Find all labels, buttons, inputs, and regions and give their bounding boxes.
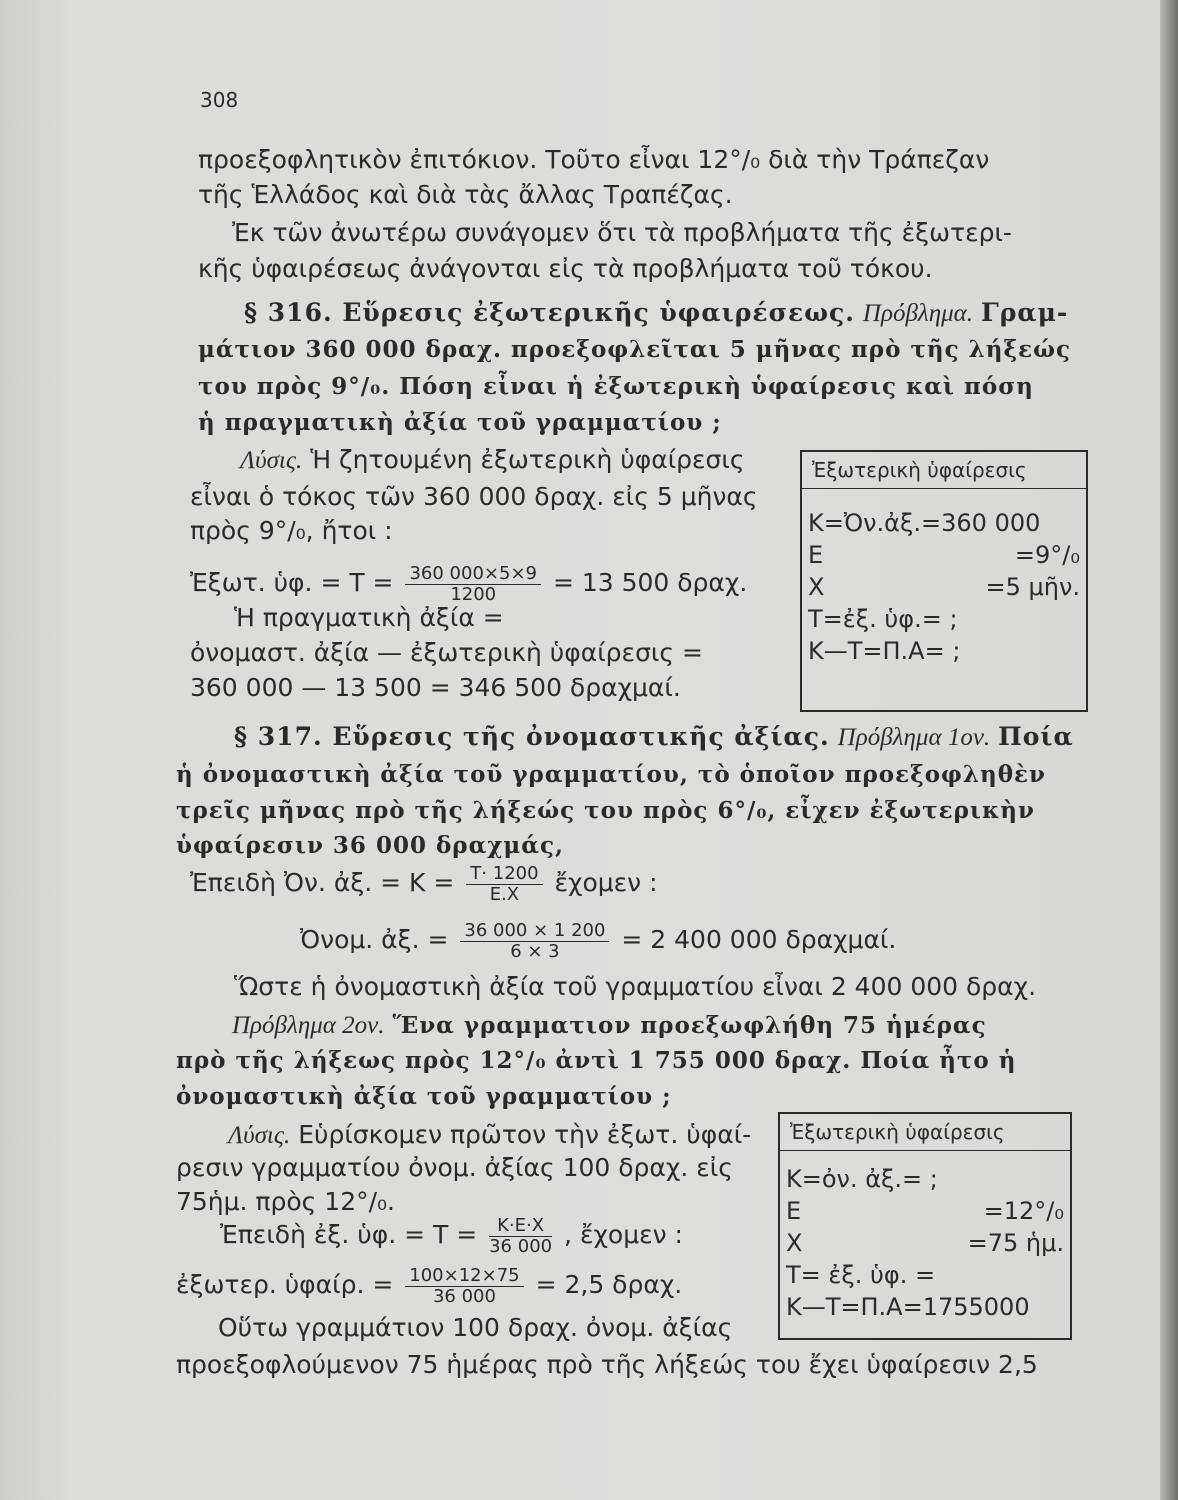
intro-line-1: προεξοφλητικὸν ἐπιτόκιον. Τοῦτο εἶναι 12°/₀ διὰ τὴν Τράπεζαν <box>198 145 990 174</box>
equation-4-denominator: 36 000 <box>489 1235 553 1257</box>
summary-box-title: Ἐξωτερικὴ ὑφαίρεσις <box>802 452 1086 489</box>
box-row: Ε =9°/₀ <box>808 541 1080 569</box>
real-value-line-1: Ἡ πραγματικὴ ἀξία = <box>234 603 504 632</box>
equation-3-denominator: 6 × 3 <box>510 940 560 962</box>
equation-5-right: = 2,5 δραχ. <box>535 1270 683 1299</box>
equation-1-fraction <box>405 564 541 605</box>
equation-3-right: = 2 400 000 δραχμαί. <box>621 925 897 954</box>
solution-2-text: Εὑρίσκομεν πρῶτον τὴν ἐξωτ. ὑφαί- <box>298 1120 752 1149</box>
equation-1-denominator: 1200 <box>450 583 497 605</box>
equation-2-denominator: Ε.Χ <box>489 883 520 905</box>
equation-4-left: Ἐπειδὴ ἐξ. ὑφ. = Τ = <box>220 1220 478 1249</box>
real-value-line-3: 360 000 — 13 500 = 346 500 δραχμαί. <box>190 673 681 702</box>
equation-4-right: , ἔχομεν : <box>564 1220 683 1249</box>
solution-316-line-2: εἶναι ὁ τόκος τῶν 360 000 δραχ. εἰς 5 μῆνας <box>190 482 758 511</box>
summary-box-316 <box>800 450 1088 712</box>
box-row: Χ =5 μῆν. <box>808 573 1080 601</box>
section-316-title: § 316. Εὕρεσις ἐξωτερικῆς ὑφαιρέσεως. <box>244 298 855 327</box>
solution-label: Λύσις. <box>240 447 303 474</box>
equation-1-right: = 13 500 δραχ. <box>552 568 748 597</box>
equation-1-left: Ἐξωτ. ὑφ. = Τ = <box>190 568 394 597</box>
equation-2-numerator: Τ· 1200 <box>466 864 542 885</box>
solution-text: Ἡ ζητουμένη ἐξωτερικὴ ὑφαίρεσις <box>310 445 745 474</box>
equation-3-left: Ὀνομ. ἀξ. = <box>300 925 449 954</box>
page-edge-shadow <box>1160 0 1178 1500</box>
problem-2-line-3: ὀνομαστικὴ ἀξία τοῦ γραμματίου ; <box>176 1083 672 1110</box>
equation-2-left: Ἐπειδὴ Ὀν. ἀξ. = Κ = <box>190 868 455 897</box>
real-value-line-2: ὀνομαστ. ἀξία — ἐξωτερικὴ ὑφαίρεσις = <box>190 638 703 667</box>
solution-2-line-3: 75ἡμ. πρὸς 12°/₀. <box>176 1187 395 1216</box>
equation-2-right: ἔχομεν : <box>554 868 658 897</box>
problem-317-line-2: τρεῖς μῆνας πρὸ τῆς λήξεώς του πρὸς 6°/₀, εἶχεν ἐξωτερικὴν <box>176 797 1035 824</box>
problem-317-line-3: ὑφαίρεσιν 36 000 δραχμάς, <box>176 832 564 859</box>
problem-1-label: Πρόβλημα 1ον. <box>837 724 991 751</box>
equation-2 <box>190 858 658 908</box>
problem-317-line-1: ἡ ὀνομαστικὴ ἀξία τοῦ γραμματίου, τὸ ὁποῖον προεξοφληθὲν <box>176 761 1046 788</box>
equation-3-numerator: 36 000 × 1 200 <box>460 921 609 942</box>
equation-1 <box>190 558 747 608</box>
summary-box-2 <box>778 1112 1072 1340</box>
intro-line-4: κῆς ὑφαιρέσεως ἀνάγονται εἰς τὰ προβλήματα τοῦ τόκου. <box>198 254 933 283</box>
final-line-2: προεξοφλούμενον 75 ἡμέρας πρὸ τῆς λήξεώς του ἔχει ὑφαίρεσιν 2,5 <box>176 1350 1038 1379</box>
intro-line-2: τῆς Ἑλλάδος καὶ διὰ τὰς ἄλλας Τραπέζας. <box>198 180 733 209</box>
equation-3 <box>300 915 896 965</box>
section-316-heading <box>244 298 1068 329</box>
solution-2-label: Λύσις. <box>228 1122 291 1149</box>
solution-2-line-1 <box>228 1120 751 1151</box>
equation-5-numerator: 100×12×75 <box>405 1266 523 1287</box>
solution-316-line-1 <box>240 445 745 476</box>
box-row: Κ=ὀν. ἀξ.= ; <box>786 1165 938 1193</box>
conclusion-317: Ὥστε ἡ ὀνομαστικὴ ἀξία τοῦ γραμματίου εἶναι 2 400 000 δραχ. <box>234 972 1037 1001</box>
section-317-heading <box>234 722 1074 753</box>
box-row: Χ =75 ἡμ. <box>786 1229 1064 1257</box>
problem-316-line-2: του πρὸς 9°/₀. Πόση εἶναι ἡ ἐξωτερικὴ ὑφαίρεσις καὶ πόση <box>198 373 1034 400</box>
problem-label: Πρόβλημα. <box>862 300 974 327</box>
page-number: 308 <box>200 88 239 112</box>
section-317-title: § 317. Εὕρεσις τῆς ὀνομαστικῆς ἀξίας. <box>234 722 830 751</box>
box-row: Ε =12°/₀ <box>786 1197 1064 1225</box>
problem-316-line-1: μάτιον 360 000 δραχ. προεξοφλεῖται 5 μῆνας πρὸ τῆς λήξεώς <box>198 336 1072 363</box>
problem-text-start: Γραμ- <box>981 298 1069 327</box>
problem-1-text-start: Ποία <box>998 722 1074 751</box>
solution-316-line-3: πρὸς 9°/₀, ἤτοι : <box>190 516 393 545</box>
equation-5-left: ἐξωτερ. ὑφαίρ. = <box>176 1270 394 1299</box>
equation-2-fraction <box>466 864 542 905</box>
box-row: Κ=Ὀν.ἀξ.=360 000 <box>808 509 1041 537</box>
problem-2-label: Πρόβλημα 2ον. <box>232 1012 385 1039</box>
box-row: Τ=ἐξ. ὑφ.= ; <box>808 605 958 633</box>
solution-2-line-2: ρεσιν γραμματίου ὀνομ. ἀξίας 100 δραχ. εἰς <box>176 1153 733 1182</box>
equation-4-fraction <box>489 1216 552 1257</box>
equation-4-numerator: Κ·Ε·Χ <box>489 1216 552 1237</box>
problem-2-line-2: πρὸ τῆς λήξεως πρὸς 12°/₀ ἀντὶ 1 755 000 δραχ. Ποία ἦτο ἡ <box>176 1047 1017 1074</box>
equation-5 <box>176 1260 682 1310</box>
equation-3-fraction <box>460 921 609 962</box>
problem-2-line-1: Ἕνα γραμματιον προεξωφλήθη 75 ἡμέρας <box>392 1012 987 1039</box>
box-row: Τ= ἐξ. ὑφ. = <box>786 1261 936 1289</box>
intro-line-3: Ἐκ τῶν ἀνωτέρω συνάγομεν ὅτι τὰ προβλήματα τῆς ἐξωτερι- <box>232 218 1012 247</box>
final-line-1: Οὕτω γραμμάτιον 100 δραχ. ὀνομ. ἀξίας <box>218 1313 733 1342</box>
problem-316-line-3: ἡ πραγματικὴ ἀξία τοῦ γραμματίου ; <box>198 409 722 436</box>
box-row: Κ—Τ=Π.Α= ; <box>808 637 961 665</box>
equation-4 <box>220 1210 683 1260</box>
equation-1-numerator: 360 000×5×9 <box>405 564 541 585</box>
box-row: Κ—Τ=Π.Α=1755000 <box>786 1293 1030 1321</box>
equation-5-denominator: 36 000 <box>432 1285 496 1307</box>
summary-box-2-title: Ἐξωτερικὴ ὑφαίρεσις <box>780 1114 1070 1151</box>
equation-5-fraction <box>405 1266 523 1307</box>
problem-2-heading <box>232 1010 987 1041</box>
